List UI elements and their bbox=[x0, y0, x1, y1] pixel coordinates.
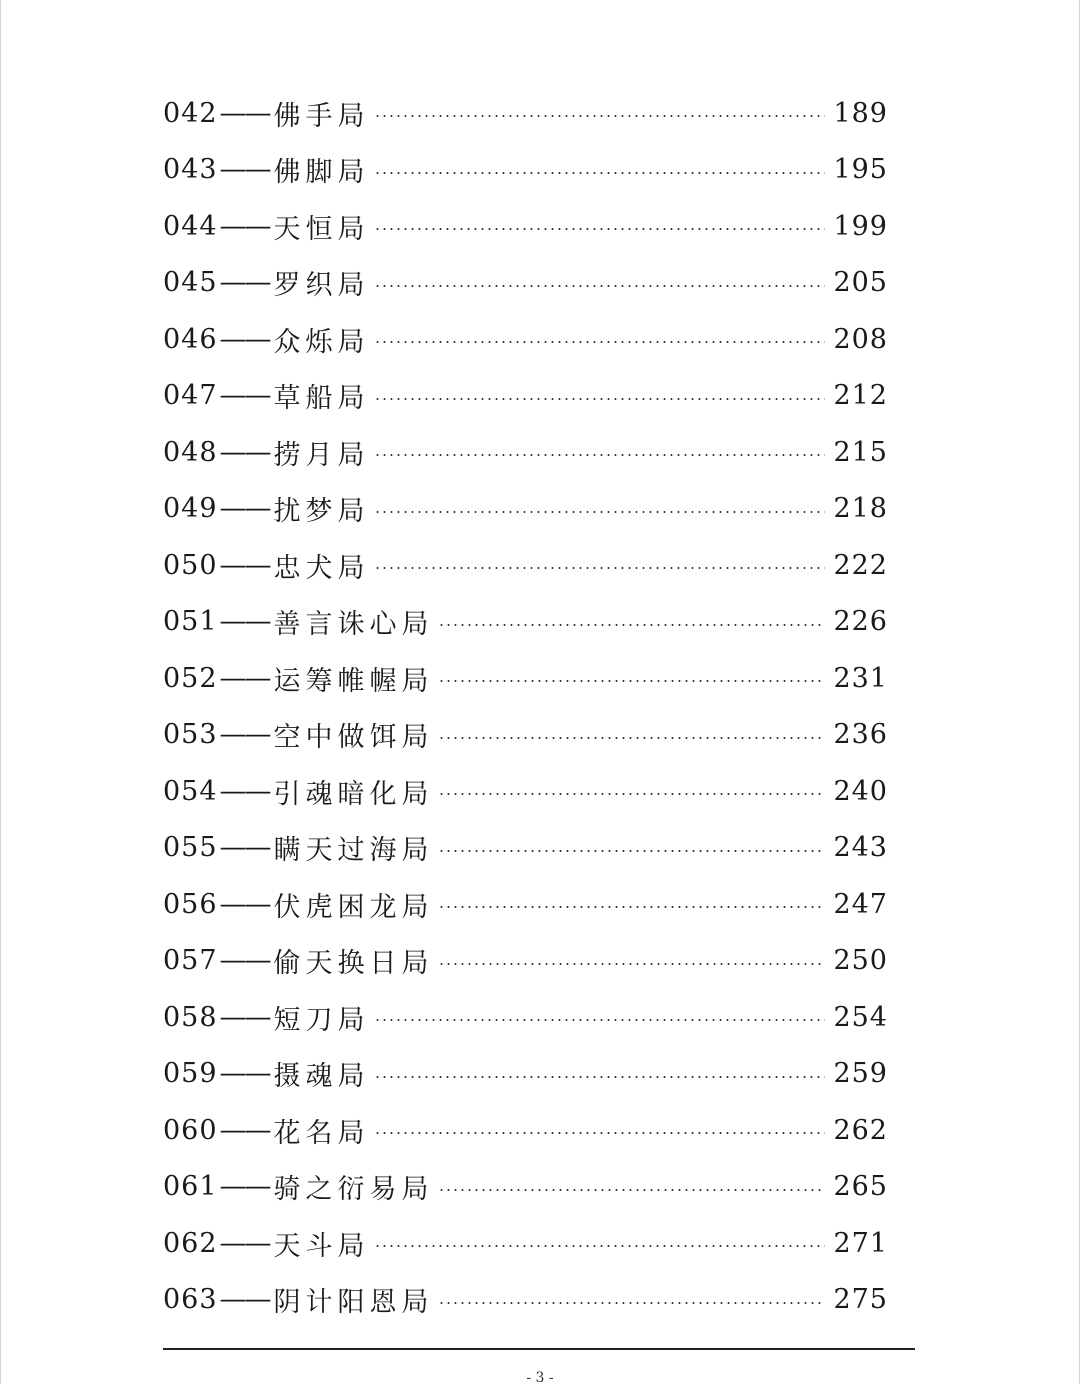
toc-entry-number: 046 bbox=[163, 323, 218, 355]
toc-entry[interactable] bbox=[163, 537, 888, 594]
toc-entry-page: 259 bbox=[833, 1058, 888, 1090]
toc-entry-title: 摄魂局 bbox=[273, 1061, 370, 1093]
toc-entry-dash: —— bbox=[219, 1284, 270, 1316]
toc-entry-page: 236 bbox=[833, 719, 888, 751]
dot-leader bbox=[374, 285, 826, 287]
toc-entry-page: 265 bbox=[833, 1171, 888, 1203]
toc-entry-page: 231 bbox=[833, 662, 888, 694]
toc-entry[interactable] bbox=[163, 989, 888, 1046]
toc-entry-dash: —— bbox=[219, 1227, 270, 1259]
dot-leader bbox=[374, 1132, 826, 1134]
dot-leader bbox=[438, 963, 826, 965]
dot-leader bbox=[374, 398, 826, 400]
toc-entry-dash: —— bbox=[219, 436, 270, 468]
toc-entry-page: 222 bbox=[833, 549, 888, 581]
toc-entry-dash: —— bbox=[219, 945, 270, 977]
toc-entry-number: 048 bbox=[163, 436, 218, 468]
toc-entry-title: 忠犬局 bbox=[273, 552, 370, 584]
dot-leader bbox=[374, 341, 826, 343]
toc-entry-dash: —— bbox=[219, 267, 270, 299]
dot-leader bbox=[374, 511, 826, 513]
toc-entry-title: 天斗局 bbox=[273, 1230, 370, 1262]
toc-entry[interactable] bbox=[163, 1102, 888, 1159]
toc-entry-dash: —— bbox=[219, 1001, 270, 1033]
toc-entry-number: 049 bbox=[163, 493, 218, 525]
toc-entry[interactable] bbox=[163, 1046, 888, 1103]
toc-entry[interactable] bbox=[163, 876, 888, 933]
toc-entry[interactable] bbox=[163, 142, 888, 199]
toc-entry-page: 254 bbox=[833, 1001, 888, 1033]
dot-leader bbox=[374, 172, 826, 174]
toc-entry-dash: —— bbox=[219, 97, 270, 129]
toc-entry-page: 271 bbox=[833, 1227, 888, 1259]
dot-leader bbox=[438, 737, 826, 739]
toc-entry-title: 草船局 bbox=[273, 383, 370, 415]
toc-entry[interactable] bbox=[163, 198, 888, 255]
toc-entry-page: 205 bbox=[833, 267, 888, 299]
toc-entry[interactable] bbox=[163, 481, 888, 538]
toc-entry-title: 众烁局 bbox=[273, 326, 370, 358]
toc-entry[interactable] bbox=[163, 933, 888, 990]
toc-entry[interactable] bbox=[163, 1272, 888, 1329]
toc-entry-title: 天恒局 bbox=[273, 213, 370, 245]
toc-entry-page: 275 bbox=[833, 1284, 888, 1316]
dot-leader bbox=[438, 680, 826, 682]
dot-leader bbox=[438, 906, 826, 908]
toc-entry-title: 扰梦局 bbox=[273, 496, 370, 528]
toc-entry-title: 佛脚局 bbox=[273, 157, 370, 189]
dot-leader bbox=[438, 1189, 826, 1191]
footer-divider bbox=[163, 1348, 915, 1350]
dot-leader bbox=[438, 793, 826, 795]
toc-entry-dash: —— bbox=[219, 549, 270, 581]
toc-entry-dash: —— bbox=[219, 606, 270, 638]
toc-entry-title: 引魂暗化局 bbox=[273, 778, 434, 810]
toc-entry-number: 047 bbox=[163, 380, 218, 412]
toc-entry[interactable] bbox=[163, 85, 888, 142]
dot-leader bbox=[438, 1302, 826, 1304]
toc-entry-number: 045 bbox=[163, 267, 218, 299]
toc-entry-dash: —— bbox=[219, 719, 270, 751]
toc-entry-dash: —— bbox=[219, 154, 270, 186]
dot-leader bbox=[374, 1076, 826, 1078]
toc-entry-dash: —— bbox=[219, 493, 270, 525]
toc-entry-number: 062 bbox=[163, 1227, 218, 1259]
toc-entry-page: 199 bbox=[833, 210, 888, 242]
toc-entry-title: 空中做饵局 bbox=[273, 722, 434, 754]
toc-entry[interactable] bbox=[163, 424, 888, 481]
toc-entry[interactable] bbox=[163, 255, 888, 312]
toc-entry-title: 善言诛心局 bbox=[273, 609, 434, 641]
toc-entry[interactable] bbox=[163, 594, 888, 651]
dot-leader bbox=[438, 850, 826, 852]
toc-entry-number: 059 bbox=[163, 1058, 218, 1090]
toc-entry-title: 佛手局 bbox=[273, 100, 370, 132]
toc-entry-page: 250 bbox=[833, 945, 888, 977]
toc-entry-number: 060 bbox=[163, 1114, 218, 1146]
toc-entry-title: 阴计阳恩局 bbox=[273, 1287, 434, 1319]
toc-entry-number: 044 bbox=[163, 210, 218, 242]
toc-entry-number: 055 bbox=[163, 832, 218, 864]
toc-entry[interactable] bbox=[163, 311, 888, 368]
toc-entry-dash: —— bbox=[219, 888, 270, 920]
toc-entry-dash: —— bbox=[219, 1058, 270, 1090]
toc-entry-page: 195 bbox=[833, 154, 888, 186]
toc-entry[interactable] bbox=[163, 650, 888, 707]
dot-leader bbox=[438, 624, 826, 626]
toc-entry-number: 058 bbox=[163, 1001, 218, 1033]
toc-entry-title: 瞒天过海局 bbox=[273, 835, 434, 867]
toc-entry-number: 053 bbox=[163, 719, 218, 751]
toc-entry-title: 捞月局 bbox=[273, 439, 370, 471]
toc-entry[interactable] bbox=[163, 1159, 888, 1216]
dot-leader bbox=[374, 1245, 826, 1247]
table-of-contents bbox=[163, 85, 888, 1328]
toc-entry-page: 240 bbox=[833, 775, 888, 807]
page-number: - 3 - bbox=[526, 1370, 554, 1386]
toc-entry-title: 偷天换日局 bbox=[273, 948, 434, 980]
toc-entry-title: 花名局 bbox=[273, 1117, 370, 1149]
toc-entry[interactable] bbox=[163, 368, 888, 425]
toc-entry-dash: —— bbox=[219, 323, 270, 355]
toc-entry-page: 215 bbox=[833, 436, 888, 468]
toc-entry-page: 226 bbox=[833, 606, 888, 638]
toc-entry-number: 061 bbox=[163, 1171, 218, 1203]
toc-entry-title: 骑之衍易局 bbox=[273, 1174, 434, 1206]
toc-entry-number: 054 bbox=[163, 775, 218, 807]
toc-entry-number: 056 bbox=[163, 888, 218, 920]
toc-entry-number: 052 bbox=[163, 662, 218, 694]
toc-entry-page: 243 bbox=[833, 832, 888, 864]
toc-entry-title: 罗织局 bbox=[273, 270, 370, 302]
dot-leader bbox=[374, 1019, 826, 1021]
toc-entry[interactable] bbox=[163, 1215, 888, 1272]
dot-leader bbox=[374, 115, 826, 117]
toc-entry-page: 262 bbox=[833, 1114, 888, 1146]
dot-leader bbox=[374, 454, 826, 456]
toc-entry[interactable] bbox=[163, 763, 888, 820]
toc-entry[interactable] bbox=[163, 707, 888, 764]
toc-entry-number: 042 bbox=[163, 97, 218, 129]
toc-entry-dash: —— bbox=[219, 380, 270, 412]
toc-entry-dash: —— bbox=[219, 210, 270, 242]
toc-entry-page: 208 bbox=[833, 323, 888, 355]
dot-leader bbox=[374, 228, 826, 230]
toc-entry-dash: —— bbox=[219, 662, 270, 694]
toc-entry-dash: —— bbox=[219, 832, 270, 864]
toc-entry-number: 043 bbox=[163, 154, 218, 186]
toc-entry-page: 212 bbox=[833, 380, 888, 412]
toc-entry-dash: —— bbox=[219, 775, 270, 807]
toc-entry-dash: —— bbox=[219, 1114, 270, 1146]
toc-entry-title: 伏虎困龙局 bbox=[273, 891, 434, 923]
dot-leader bbox=[374, 567, 826, 569]
toc-entry-number: 057 bbox=[163, 945, 218, 977]
toc-entry-title: 短刀局 bbox=[273, 1004, 370, 1036]
toc-entry-page: 189 bbox=[833, 97, 888, 129]
toc-entry-dash: —— bbox=[219, 1171, 270, 1203]
toc-entry[interactable] bbox=[163, 820, 888, 877]
toc-entry-title: 运筹帷幄局 bbox=[273, 665, 434, 697]
toc-entry-page: 247 bbox=[833, 888, 888, 920]
toc-entry-number: 050 bbox=[163, 549, 218, 581]
toc-entry-number: 051 bbox=[163, 606, 218, 638]
toc-entry-page: 218 bbox=[833, 493, 888, 525]
toc-entry-number: 063 bbox=[163, 1284, 218, 1316]
